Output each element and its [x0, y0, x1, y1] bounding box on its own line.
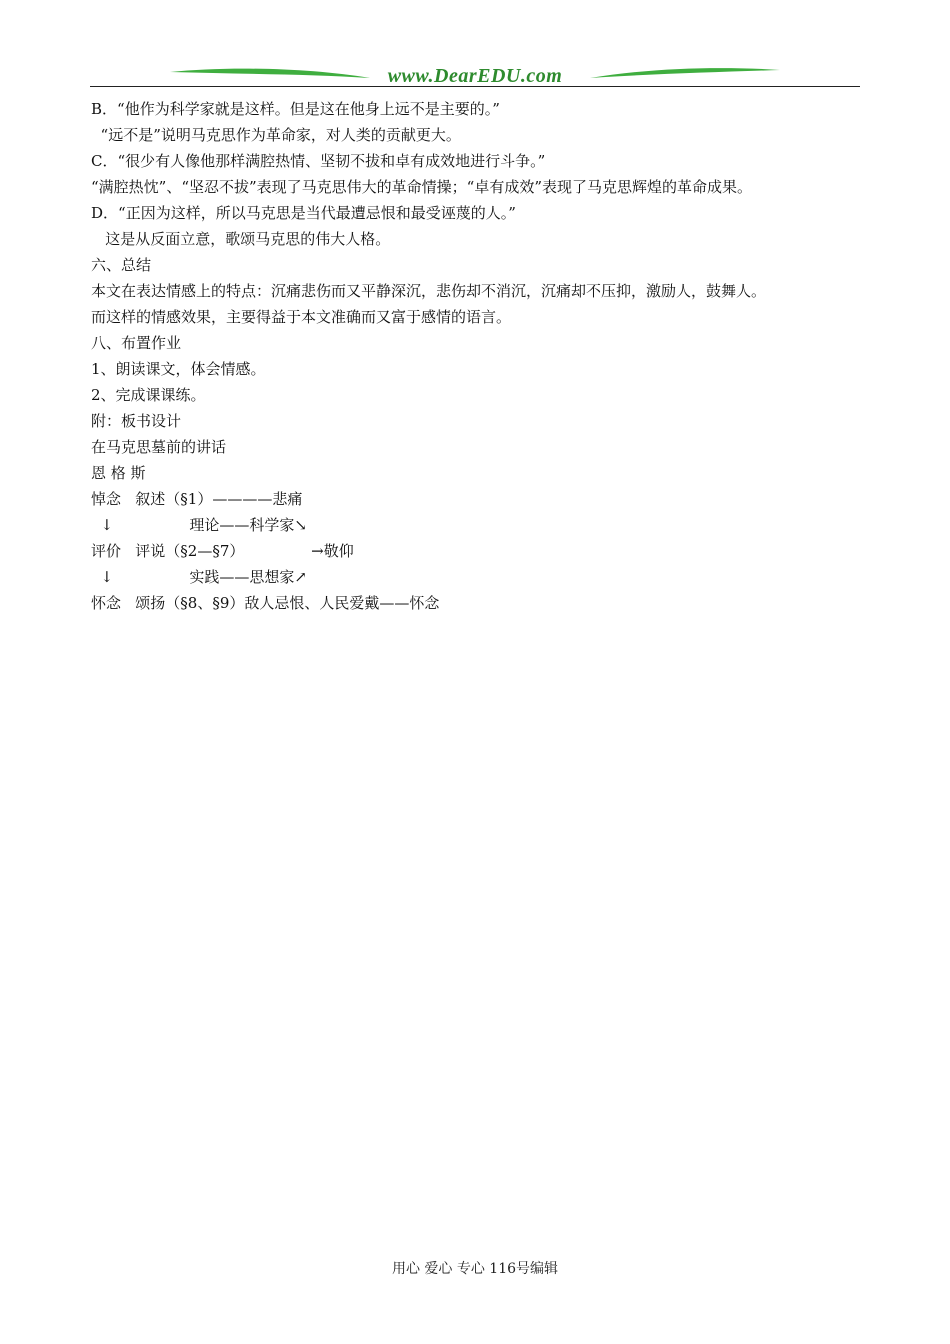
document-body	[91, 96, 861, 616]
board-row: 怀念 颂扬（§8、§9）敌人忌恨、人民爱戴——怀念	[91, 594, 440, 612]
section-heading: 附：板书设计	[91, 412, 182, 430]
section-heading: 八、布置作业	[91, 334, 182, 352]
board-title: 在马克思墓前的讲话	[91, 438, 227, 456]
text-line: D．“正因为这样，所以马克思是当代最遭忌恨和最受诬蔑的人。”	[91, 204, 516, 222]
section-heading: 六、总结	[91, 256, 152, 274]
text-line: 1、朗读课文，体会情感。	[91, 360, 266, 378]
text-line: 而这样的情感效果，主要得益于本文准确而又富于感情的语言。	[91, 308, 512, 326]
header-logo: www.DearEDU.com	[387, 65, 563, 87]
board-row: ↓ 理论——科学家↘	[91, 516, 307, 534]
text-line: C．“很少有人像他那样满腔热情、坚韧不拔和卓有成效地进行斗争。”	[91, 152, 546, 170]
header-rule	[90, 86, 860, 87]
text-line: 2、完成课课练。	[91, 386, 206, 404]
text-line: B．“他作为科学家就是这样。但是这在他身上远不是主要的。”	[91, 100, 500, 118]
text-line: 这是从反面立意，歌颂马克思的伟大人格。	[91, 230, 391, 248]
board-row: ↓ 实践——思想家↗	[91, 568, 307, 586]
board-author: 恩 格 斯	[91, 464, 146, 482]
text-line: 本文在表达情感上的特点：沉痛悲伤而又平静深沉，悲伤却不消沉，沉痛却不压抑，激励人，鼓舞人。	[91, 282, 767, 300]
board-row: 悼念 叙述（§1）————悲痛	[91, 490, 303, 508]
text-line: “远不是”说明马克思作为革命家，对人类的贡献更大。	[91, 126, 461, 144]
text-paragraph: “满腔热忱”、“坚忍不拔”表现了马克思伟大的革命情操；“卓有成效”表现了马克思辉煌的革命成果。	[91, 178, 753, 196]
board-row: 评价 评说（§2—§7） →敬仰	[91, 542, 354, 560]
page-footer: 用心 爱心 专心 116号编辑	[391, 1261, 559, 1277]
